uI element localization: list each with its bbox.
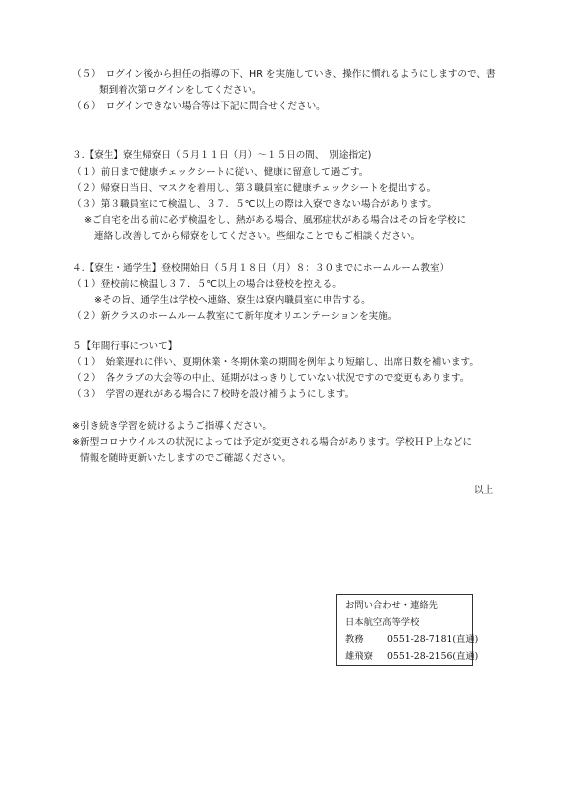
footnote-line: ※引き続き学習を続けるようご指導ください。	[72, 421, 272, 432]
office-phone: 0551-28-7181(直通)	[387, 634, 479, 645]
footnote-line: 情報を随時更新いたしますのでご確認ください。	[80, 453, 292, 464]
text-line: （５） ログイン後から担任の指導の下、HR を実施していき、操作に慣れるようにしますので、書	[72, 69, 496, 80]
text-line: （６） ログインできない場合等は下記に問合せください。	[72, 101, 326, 112]
list-item: （２） 各クラブの大会等の中止、延期がはっきりしていない状況ですので変更もあります。	[72, 373, 470, 384]
section-heading: ３.【寮生】寮生帰寮日（５月１１日（月）～１５日の間、 別途指定)	[72, 150, 372, 161]
list-item: （１） 始業遅れに伴い、夏期休業・冬期休業の期間を例年より短縮し、出席日数を補います。	[72, 357, 479, 368]
school-name: 日本航空高等学校	[345, 617, 420, 628]
dorm-label: 雄飛寮	[345, 651, 373, 662]
list-item: （３） 学習の遅れがある場合に７校時を設け補うようにします。	[72, 389, 355, 400]
list-item: （２）新クラスのホームルーム教室にて新年度オリエンテーションを実施。	[72, 311, 398, 322]
office-label: 教務	[345, 634, 364, 645]
section-heading: ４.【寮生・通学生】登校開始日（５月１８日（月）８：３０までにホームルーム教室）	[72, 263, 450, 274]
text-line: 類到着次第ログインをしてください。	[99, 85, 262, 96]
list-item: （２）帰寮日当日、マスクを着用し、第３職員室に健康チェックシートを提出する。	[72, 183, 437, 194]
closing-text: 以上	[474, 485, 494, 496]
note-line: ※その旨、通学生は学校へ連絡、寮生は寮内職員室に申告する。	[94, 295, 371, 306]
list-item: （１）登校前に検温し３７．５℃以上の場合は登校を控える。	[72, 279, 342, 290]
dorm-phone: 0551-28-2156(直通)	[387, 651, 479, 662]
contact-box	[336, 594, 479, 666]
note-line: ※ご自宅を出る前に必ず検温をし、熱がある場合、風邪症状がある場合はその旨を学校に	[84, 215, 467, 226]
contact-title: お問い合わせ・連絡先	[345, 600, 438, 611]
section-heading: ５【年間行事について】	[72, 341, 178, 352]
footnote-line: ※新型コロナウイルスの状況によっては予定が変更される場合があります。学校ＨＰ上などに	[72, 437, 473, 448]
list-item: （３）第３職員室にて検温し、３７．５℃以上の際は入寮できない場合があります。	[72, 199, 437, 210]
list-item: （１）前日まで健康チェックシートに従い、健康に留意して過ごす。	[72, 167, 369, 178]
note-line: 連絡し改善してから帰寮をしてください。些細なことでもご相談ください。	[94, 231, 421, 242]
